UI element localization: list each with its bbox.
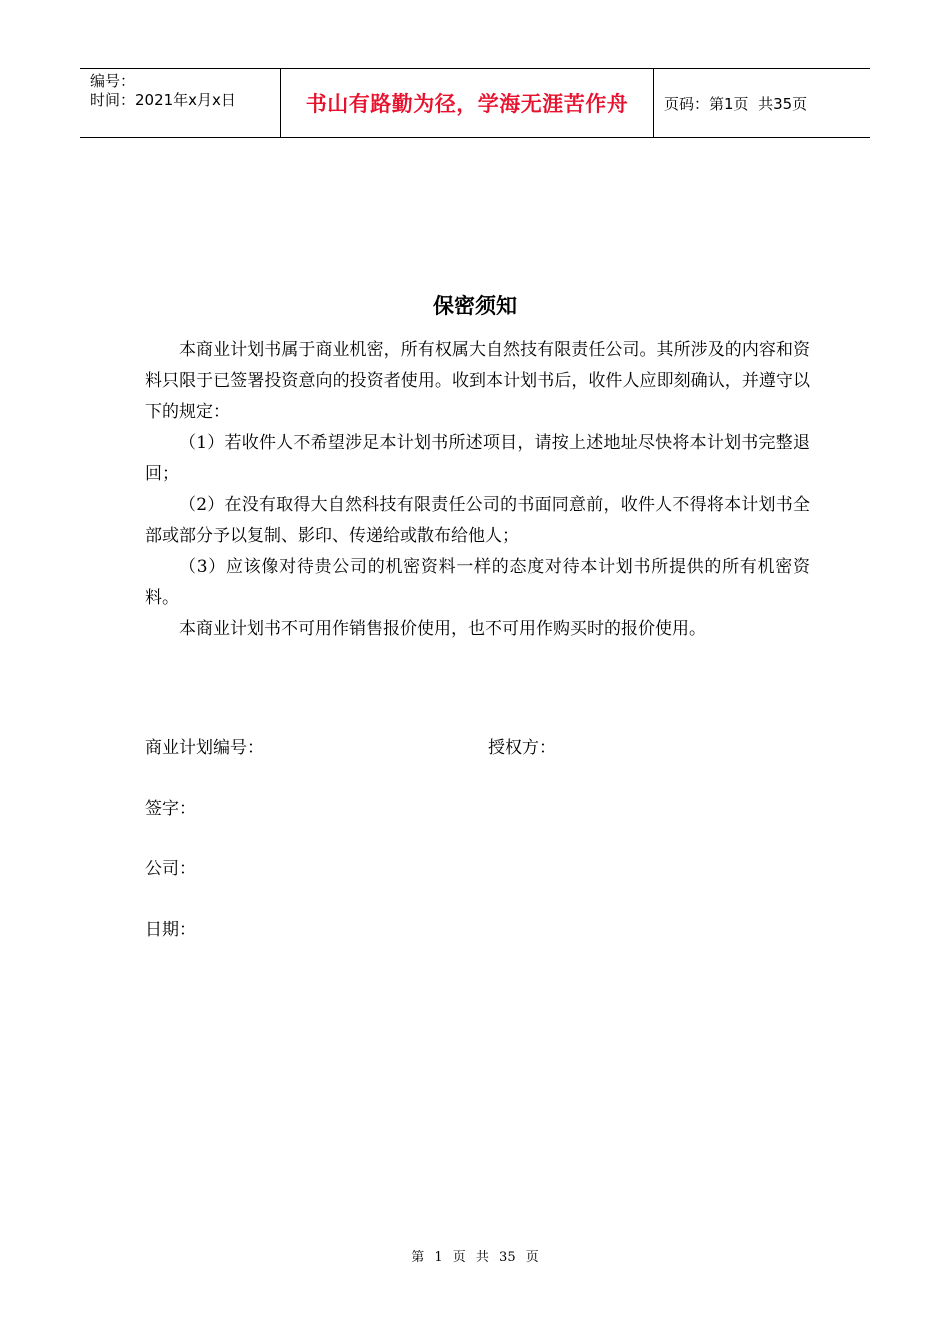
- signature-field: 签字：: [145, 799, 196, 819]
- document-body: [145, 335, 810, 645]
- paragraph-closing: 本商业计划书不可用作销售报价使用，也不可用作购买时的报价使用。: [179, 619, 706, 639]
- company-field: 公司：: [145, 859, 196, 879]
- paragraph-rule-3: （3）应该像对待贵公司的机密资料一样的态度对待本计划书所提供的所有机密资料。: [145, 557, 810, 608]
- authorizer-field: 授权方：: [488, 738, 556, 758]
- time-label: 时间：2021年x月x日: [90, 91, 236, 109]
- paragraph-intro: 本商业计划书属于商业机密，所有权属大自然技有限责任公司。其所涉及的内容和资料只限于已签署投资意向的投资者使用。收到本计划书后，收件人应即刻确认，并遵守以下的规定：: [145, 340, 810, 422]
- paragraph-rule-1: （1）若收件人不希望涉足本计划书所述项目，请按上述地址尽快将本计划书完整退回；: [145, 433, 810, 484]
- header-motto: 书山有路勤为径，学海无涯苦作舟: [281, 69, 654, 137]
- page-footer: 第 1 页 共 35 页: [411, 1250, 539, 1265]
- page-info-text: 页码：第1页 共35页: [664, 94, 808, 113]
- header-meta: [80, 69, 281, 137]
- plan-number-field: 商业计划编号：: [145, 738, 264, 758]
- header-page-info: [654, 69, 870, 137]
- paragraph-rule-2: （2）在没有取得大自然科技有限责任公司的书面同意前，收件人不得将本计划书全部或部分予以复制、影印、传递给或散布给他人；: [145, 495, 810, 546]
- document-title: 保密须知: [433, 294, 517, 318]
- number-label: 编号：: [90, 72, 136, 90]
- header-table: [80, 68, 870, 138]
- date-field: 日期：: [145, 920, 196, 940]
